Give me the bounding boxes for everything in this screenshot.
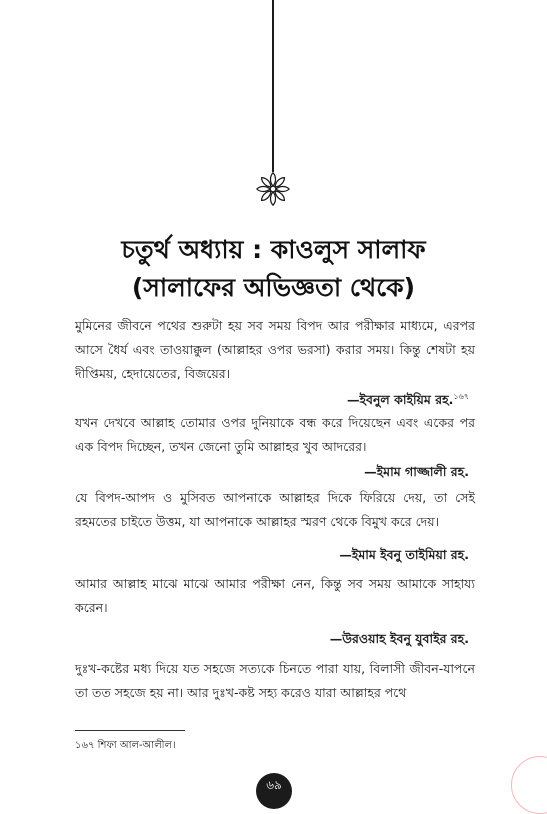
quote-text: দুঃখ-কষ্টের মধ্য দিয়ে যত সহজে সত্যকে চিনতে পারা যায়, বিলাসী জীবন-যাপনে তা তত সহজে হয় না। আর দুঃখ-কষ্ট সহ্য করেও যারা আল্লাহর পথে — [75, 661, 475, 700]
quote-text: যে বিপদ-আপদ ও মুসিবত আপনাকে আল্লাহর দিকে ফিরিয়ে দেয়, তা সেই রহমতের চাইতে উত্তম, যা আপনাকে আল্লাহর স্মরণ থেকে বিমুখ করে দেয়। — [75, 490, 475, 529]
flower-ornament-icon — [254, 170, 292, 208]
footnote-divider — [75, 730, 185, 731]
attribution-name: —ইবনুল কাইয়িম রহ. — [347, 392, 454, 408]
quote-attribution: —ইমাম গাজ্জালী রহ. — [364, 464, 469, 479]
hanging-line — [272, 0, 274, 172]
chapter-subtitle: (সালাফের অভিজ্ঞতা থেকে) — [131, 273, 416, 302]
page-number-label: ৬৯ — [266, 778, 282, 792]
page-number — [256, 773, 292, 809]
footnote: ১৬৭ শিফা আল-আলীল। — [75, 740, 176, 751]
quote-attribution: —ইমাম ইবনু তাইমিয়া রহ. — [339, 547, 469, 562]
footnote-ref: ১৬৭ — [453, 392, 469, 401]
chapter-title: চতুর্থ অধ্যায় : কাওলুস সালাফ — [121, 235, 426, 264]
quote-attribution — [347, 391, 469, 412]
quote-text: যখন দেখবে আল্লাহ তোমার ওপর দুনিয়াকে বন্ধ করে দিয়েছেন এবং একের পর এক বিপদ দিচ্ছেন, তখন জেনো তুমি আল্লাহর খুব আদরের। — [75, 415, 475, 454]
corner-stamp — [511, 756, 547, 814]
quote-text: মুমিনের জীবনে পথের শুরুটা হয় সব সময় বিপদ আর পরীক্ষার মাধ্যমে, এরপর আসে ধৈর্য এবং তাওয়াক্কুল (আল্লাহর ওপর ভরসা) করার সময়। কিন্তু শেষটা হয় দীপ্তিময়, হেদায়েতের, বিজয়ের। — [75, 318, 475, 381]
quote-attribution: —উরওয়াহ ইবনু যুবাইর রহ. — [329, 631, 469, 646]
quote-text: আমার আল্লাহ মাঝে মাঝে আমার পরীক্ষা নেন, কিন্তু সব সময় আমাকে সাহায্য করেন। — [75, 576, 475, 615]
